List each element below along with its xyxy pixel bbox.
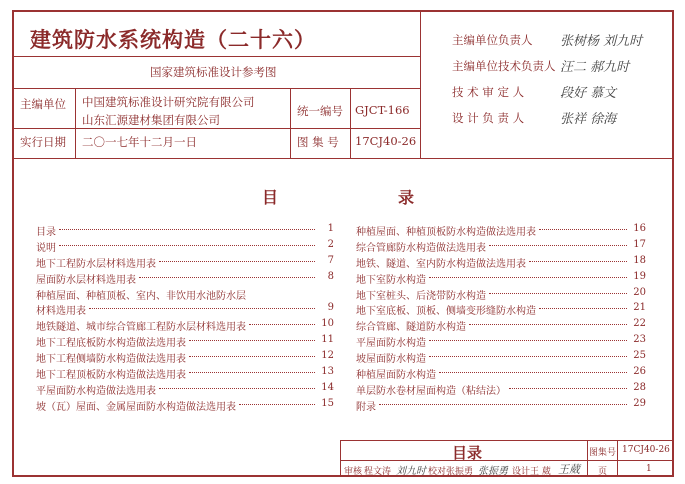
- toc-leader-dots: [159, 261, 315, 262]
- header-divider: [75, 88, 76, 158]
- designer: 王 葳: [530, 467, 551, 477]
- toc-entry: [36, 255, 334, 271]
- toc-entry-title: 种植屋面防水构造: [356, 370, 436, 382]
- toc-entry-page: 26: [633, 366, 646, 378]
- toc-entry-page: 29: [633, 397, 646, 409]
- toc-entry: [356, 223, 646, 239]
- toc-entry-page: 18: [633, 254, 646, 266]
- page-number: 1: [646, 464, 652, 474]
- toc-entry-page: 17: [633, 238, 646, 250]
- impl-date: 二〇一七年十二月一日: [82, 135, 197, 149]
- toc-entry-title: 单层防水卷材屋面构造（粘结法）: [356, 385, 506, 397]
- toc-leader-dots: [89, 308, 315, 309]
- toc-entry: [356, 334, 646, 350]
- toc-leader-dots: [489, 293, 627, 294]
- responsible-label: 设 计 负 责 人: [452, 111, 525, 125]
- toc-leader-dots: [539, 229, 627, 230]
- toc-entry-title: 地下工程防水层材料选用表: [36, 258, 156, 270]
- toc-entry-title: 地下工程侧墙防水构造做法选用表: [36, 354, 186, 366]
- toc-entry: [36, 318, 334, 334]
- toc-entry-title: 屋面防水层材料选用表: [36, 274, 136, 286]
- toc-leader-dots: [59, 245, 315, 246]
- toc-entry: [356, 271, 646, 287]
- toc-leader-dots: [139, 277, 315, 278]
- responsible-signature: 汪二 郝九时: [560, 60, 630, 75]
- toc-entry-page: 9: [327, 302, 334, 314]
- toc-leader-dots: [189, 372, 315, 373]
- toc-leader-dots: [489, 245, 627, 246]
- toc-leader-dots: [379, 404, 627, 405]
- toc-entry-page: 13: [321, 366, 334, 378]
- title-block-mid-rule: [340, 460, 674, 461]
- toc-entry-title: 地铁隧道、城市综合管廊工程防水层材料选用表: [36, 322, 246, 334]
- toc-entry: [36, 350, 334, 366]
- toc-entry-page: 1: [327, 223, 334, 234]
- reviewer: 程文涛: [364, 467, 392, 477]
- toc-entry-title: 地下工程顶板防水构造做法选用表: [36, 370, 186, 382]
- toc-leader-dots: [429, 277, 627, 278]
- toc-entry: [36, 223, 334, 239]
- toc-leader-dots: [189, 340, 315, 341]
- responsible-signature: 张树杨 刘九时: [560, 34, 643, 49]
- header-rule: [12, 88, 420, 89]
- designer-signature: 王葳: [558, 463, 580, 476]
- toc-entry-page: 25: [633, 350, 646, 362]
- toc-entry-title: 综合管廊防水构造做法选用表: [356, 242, 486, 254]
- toc-entry: [36, 271, 334, 287]
- responsible-label: 技 术 审 定 人: [452, 85, 525, 99]
- chief-unit-2: 山东汇源建材集团有限公司: [82, 113, 220, 127]
- header-rule: [12, 128, 420, 129]
- toc-leader-dots: [509, 388, 627, 389]
- toc-entry-page: 10: [321, 318, 334, 330]
- toc-entry-page: 7: [327, 254, 334, 266]
- toc-entry-page: 2: [327, 238, 334, 250]
- unified-no: GJCT-166: [355, 103, 410, 117]
- toc-entry: [36, 398, 334, 414]
- toc-entry-page: 22: [633, 318, 646, 330]
- toc-entry-title: 坡（瓦）屋面、金属屋面防水构造做法选用表: [36, 401, 236, 413]
- title-block-divider: [587, 440, 588, 477]
- toc-entry-title: 地下室防水构造: [356, 274, 426, 286]
- responsible-label: 主编单位技术负责人: [452, 59, 556, 73]
- toc-entry-page: 20: [633, 286, 646, 298]
- header-rule: [12, 56, 420, 57]
- title-block-left-rule: [340, 440, 341, 477]
- toc-leader-dots: [159, 388, 315, 389]
- toc-entry: [36, 239, 334, 255]
- title-block-atlas-no: 17CJ40-26: [622, 445, 670, 455]
- design-label: 设计: [512, 467, 531, 477]
- impl-date-label: 实行日期: [20, 135, 66, 149]
- reviewer-signature: 刘九时: [396, 466, 426, 477]
- atlas-no-label: 图 集 号: [297, 135, 339, 149]
- responsible-label: 主编单位负责人: [452, 33, 533, 47]
- title-block-top-rule: [340, 440, 674, 441]
- toc-entry-page: 19: [633, 270, 646, 282]
- review-label: 审核: [344, 467, 363, 477]
- check-label: 校对: [428, 467, 447, 477]
- toc-entry: [356, 366, 646, 382]
- toc-entry-title: 平屋面防水构造: [356, 338, 426, 350]
- atlas-no: 17CJ40-26: [355, 134, 417, 148]
- toc-entry-page: 16: [633, 223, 646, 234]
- toc-entry-title: 材料选用表: [36, 306, 86, 318]
- toc-entry-title: 地下工程底板防水构造做法选用表: [36, 338, 186, 350]
- toc-entry-title: 平屋面防水构造做法选用表: [36, 385, 156, 397]
- toc-entry: [36, 287, 334, 303]
- toc-entry: [356, 398, 646, 414]
- toc-entry-page: 15: [321, 397, 334, 409]
- header-divider: [290, 88, 291, 158]
- toc-entry-title: 附录: [356, 401, 376, 413]
- title-block-name: 目录: [452, 444, 483, 462]
- toc-entry-page: 8: [327, 270, 334, 282]
- title-block-divider: [617, 440, 618, 477]
- toc-entry: [36, 334, 334, 350]
- toc-leader-dots: [469, 324, 627, 325]
- toc-leader-dots: [249, 324, 315, 325]
- toc-entry-title: 目录: [36, 227, 56, 238]
- header-bottom-rule: [12, 158, 674, 159]
- toc-entry-title: 种植屋面、种植顶板防水构造做法选用表: [356, 227, 536, 238]
- toc-entry: [36, 366, 334, 382]
- toc-leader-dots: [429, 340, 627, 341]
- header-divider: [350, 88, 351, 158]
- page-label: 页: [598, 467, 608, 477]
- toc-entry-title: 综合管廊、隧道防水构造: [356, 322, 466, 334]
- responsible-signature: 张祥 徐海: [560, 112, 617, 127]
- toc-entry-title: 种植屋面、种植顶板、室内、非饮用水池防水层: [36, 290, 246, 302]
- checker: 张振勇: [446, 467, 474, 477]
- chief-unit-label: 主编单位: [20, 97, 66, 111]
- toc-entry-page: 11: [321, 334, 334, 346]
- toc-entry-page: 23: [633, 334, 646, 346]
- toc-entry: [36, 382, 334, 398]
- toc-heading-left: 目: [262, 188, 279, 207]
- toc-entry: [356, 382, 646, 398]
- toc-entry: [356, 302, 646, 318]
- toc-entry: [36, 302, 334, 318]
- toc-entry-title: 地下室底板、顶板、侧墙变形缝防水构造: [356, 306, 536, 318]
- unified-no-label: 统一编号: [297, 104, 343, 118]
- atlas-title: 建筑防水系统构造（二十六）: [30, 27, 316, 52]
- toc-entry-page: 12: [321, 350, 334, 362]
- checker-signature: 张振勇: [478, 466, 508, 477]
- atlas-subtitle: 国家建筑标准设计参考图: [150, 65, 277, 79]
- toc-entry: [356, 239, 646, 255]
- toc-right-column: [356, 223, 646, 414]
- toc-entry-title: 地下室桩头、后浇带防水构造: [356, 290, 486, 302]
- toc-leader-dots: [429, 356, 627, 357]
- toc-entry-page: 14: [321, 381, 334, 393]
- toc-leader-dots: [539, 308, 627, 309]
- responsible-signature: 段好 慕文: [560, 86, 617, 101]
- toc-leader-dots: [189, 356, 315, 357]
- toc-entry: [356, 318, 646, 334]
- chief-unit-1: 中国建筑标准设计研究院有限公司: [82, 95, 255, 109]
- toc-leader-dots: [59, 229, 315, 230]
- toc-leader-dots: [439, 372, 627, 373]
- toc-entry: [356, 255, 646, 271]
- toc-heading-right: 录: [398, 188, 415, 207]
- toc-entry: [356, 350, 646, 366]
- toc-entry-title: 说明: [36, 242, 56, 254]
- toc-entry: [356, 287, 646, 303]
- toc-left-column: [36, 223, 334, 414]
- title-block-atlas-label: 图集号: [589, 448, 617, 458]
- toc-entry-page: 28: [633, 381, 646, 393]
- toc-leader-dots: [529, 261, 627, 262]
- toc-leader-dots: [239, 404, 315, 405]
- toc-entry-page: 21: [633, 302, 646, 314]
- toc-entry-title: 地铁、隧道、室内防水构造做法选用表: [356, 258, 526, 270]
- toc-entry-title: 坡屋面防水构造: [356, 354, 426, 366]
